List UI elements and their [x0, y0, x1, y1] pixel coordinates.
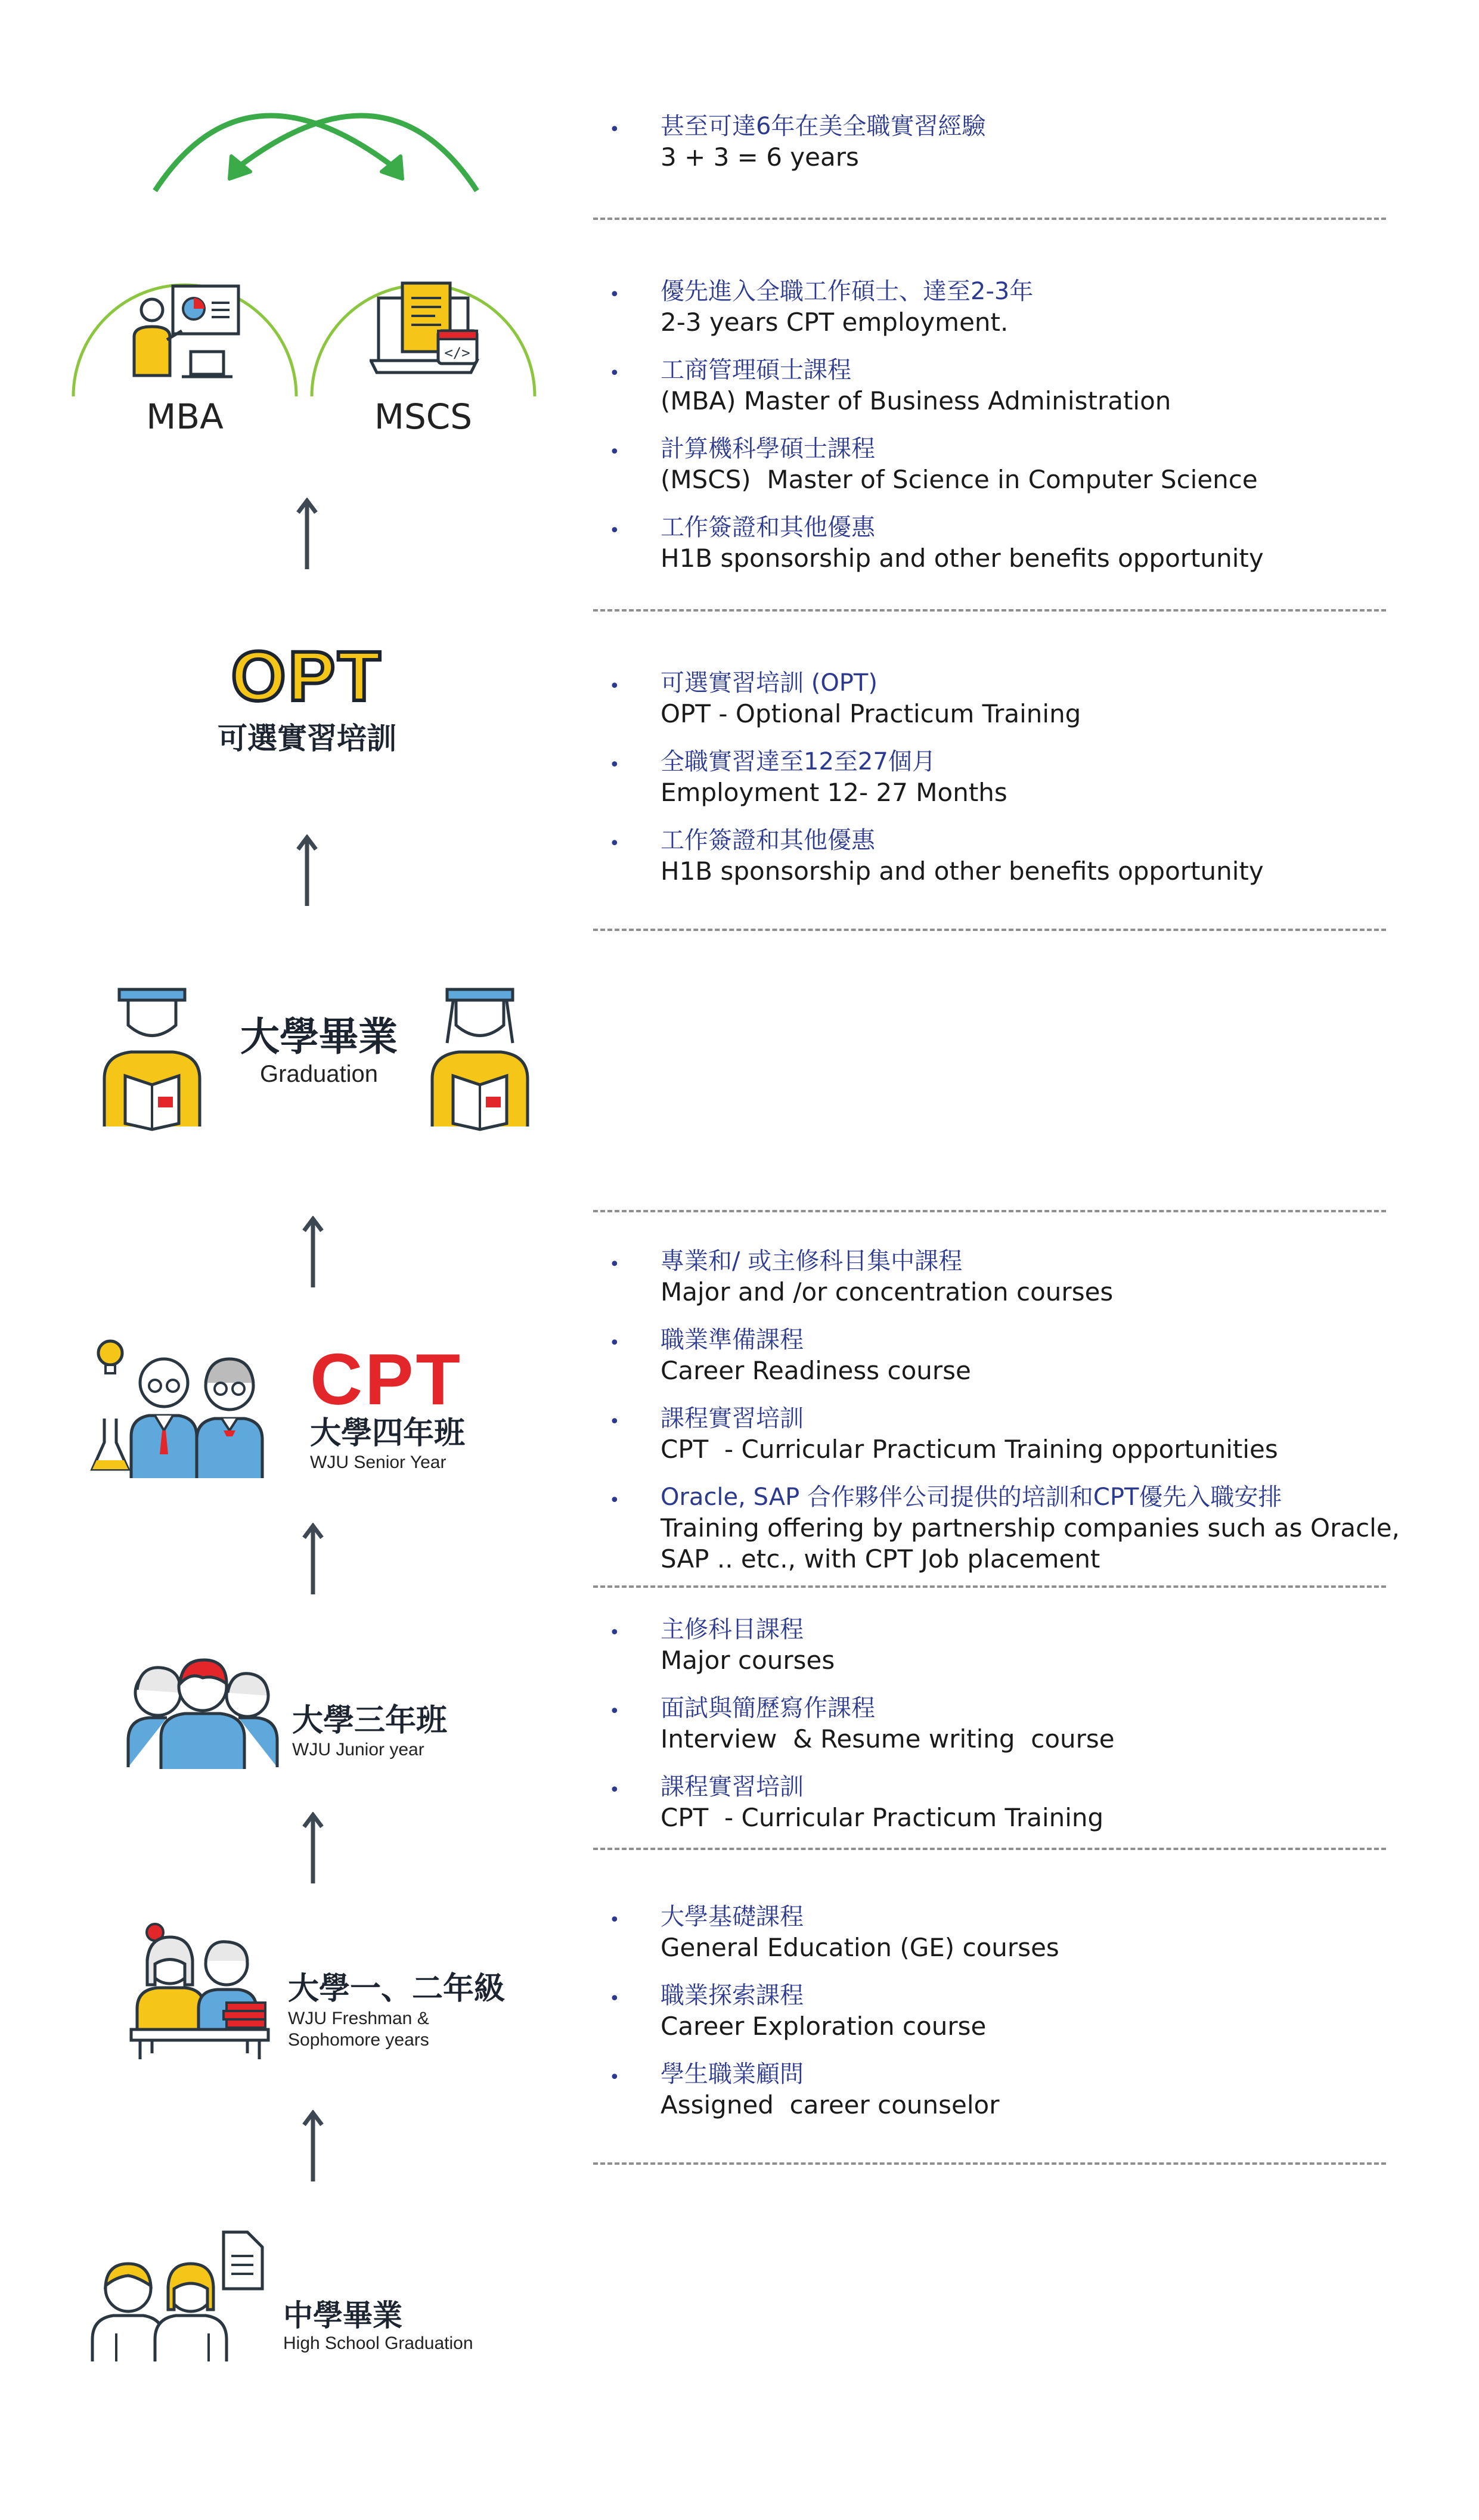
item-zh: 面試與簡歷寫作課程 [661, 1695, 875, 1722]
opt-title: OPT [231, 637, 383, 716]
item-zh: 可選實習培訓 (OPT) [661, 669, 878, 697]
list-item [596, 1614, 1431, 1676]
bullet-icon: • [609, 284, 620, 305]
list-item [596, 1901, 1431, 1963]
freshman-zh-label: 大學一、二年級 [288, 1971, 506, 2007]
item-en: H1B sponsorship and other benefits opportunity [661, 856, 1264, 886]
highschool-zh-label: 中學畢業 [283, 2298, 402, 2333]
item-en: Career Readiness course [661, 1356, 971, 1385]
item-en: Assigned career counselor [661, 2090, 1000, 2119]
item-zh: 全職實習達至12至27個月 [661, 748, 936, 775]
bullet-icon: • [609, 520, 620, 541]
opt-subtitle: 可選實習培訓 [218, 721, 396, 756]
freshman-en-label-line1: WJU Freshman & [288, 2009, 429, 2028]
item-zh: 計算機科學碩士課程 [661, 435, 875, 463]
graduates-document-icon [89, 2229, 268, 2363]
bullet-icon: • [609, 1780, 620, 1801]
list-item [596, 746, 1431, 808]
item-zh: 優先進入全職工作碩士、達至2-3年 [661, 278, 1034, 305]
bullet-icon: • [609, 363, 620, 384]
opt-stage [179, 637, 435, 758]
highschool-stage [89, 2229, 507, 2366]
graduate-student-icon [101, 977, 203, 1132]
freshman-en-label-line2: Sophomore years [288, 2030, 429, 2050]
bullet-icon: • [609, 2067, 620, 2088]
section-masters [596, 276, 1431, 591]
item-zh: 專業和/ 或主修科目集中課程 [661, 1247, 963, 1275]
up-arrow-icon [301, 1216, 325, 1290]
senior-en-label: WJU Senior Year [310, 1453, 447, 1472]
divider [593, 1210, 1386, 1212]
section-freshman [596, 1901, 1431, 2137]
item-en: Major courses [661, 1646, 835, 1675]
section-opt [596, 668, 1431, 904]
item-en: CPT - Curricular Practicum Training [661, 1803, 1104, 1832]
laptop-code-icon [370, 280, 483, 384]
junior-zh-label: 大學三年班 [292, 1703, 448, 1739]
divider [593, 929, 1386, 931]
list-item [596, 668, 1431, 730]
item-zh: 大學基礎課程 [661, 1903, 804, 1931]
item-en: (MBA) Master of Business Administration [661, 386, 1171, 415]
divider [593, 609, 1386, 612]
list-item [596, 433, 1431, 495]
list-item [596, 111, 1431, 173]
up-arrow-icon [301, 1523, 325, 1597]
highschool-en-label: High School Graduation [283, 2333, 473, 2353]
section-senior [596, 1246, 1431, 1591]
up-arrow-icon [301, 2110, 325, 2184]
bullet-icon: • [609, 119, 620, 140]
item-en: Employment 12- 27 Months [661, 778, 1007, 807]
list-item [596, 1980, 1431, 2042]
divider [593, 218, 1386, 220]
scientists-icon [89, 1335, 286, 1478]
list-item [596, 2059, 1431, 2121]
up-arrow-icon [295, 498, 319, 572]
up-arrow-icon [295, 834, 319, 909]
students-desk-icon [128, 1919, 271, 2062]
mba-stage [69, 238, 301, 453]
bullet-icon: • [609, 1910, 620, 1931]
svg-text:</>: </> [444, 345, 470, 361]
bullet-icon: • [609, 1411, 620, 1432]
item-zh: 工商管理碩士課程 [661, 356, 851, 384]
freshman-stage [128, 1919, 534, 2062]
list-item [596, 276, 1431, 338]
item-en: (MSCS) Master of Science in Computer Science [661, 465, 1258, 494]
graduation-stage [101, 977, 531, 1132]
item-zh: 甚至可達6年在美全職實習經驗 [661, 113, 986, 140]
graduation-title: 大學畢業 [240, 1014, 398, 1060]
item-en: Training offering by partnership companies such as Oracle, SAP .. etc., with CPT Job placement [661, 1513, 1400, 1574]
bullet-icon: • [609, 755, 620, 775]
item-en: Major and /or concentration courses [661, 1277, 1114, 1306]
bullet-icon: • [609, 833, 620, 854]
bullet-icon: • [609, 1490, 620, 1511]
item-en: Interview & Resume writing course [661, 1724, 1115, 1754]
item-en: OPT - Optional Practicum Training [661, 699, 1081, 728]
item-en: H1B sponsorship and other benefits opportunity [661, 544, 1264, 573]
mscs-stage [307, 238, 539, 453]
list-item [596, 512, 1431, 574]
item-zh: 課程實習培訓 [661, 1773, 804, 1801]
cpt-title: CPT [310, 1339, 463, 1420]
bullet-icon: • [609, 1988, 620, 2009]
bullet-icon: • [609, 1254, 620, 1275]
senior-stage [89, 1335, 495, 1478]
presentation-icon [125, 280, 244, 381]
item-zh: Oracle, SAP 合作夥伴公司提供的培訓和CPT優先入職安排 [661, 1484, 1282, 1511]
mba-label: MBA [146, 396, 224, 437]
item-zh: 主修科目課程 [661, 1616, 804, 1643]
junior-en-label: WJU Junior year [292, 1740, 424, 1759]
list-item [596, 1403, 1431, 1465]
bullet-icon: • [609, 1333, 620, 1354]
graduate-student-icon [429, 977, 531, 1132]
list-item [596, 1771, 1431, 1833]
item-en: 3 + 3 = 6 years [661, 142, 859, 172]
item-zh: 學生職業顧問 [661, 2060, 804, 2088]
divider [593, 1585, 1386, 1588]
bullet-icon: • [609, 442, 620, 463]
students-group-icon [125, 1651, 280, 1770]
item-en: 2-3 years CPT employment. [661, 308, 1009, 337]
list-item [596, 355, 1431, 417]
swap-arrows-icon [137, 89, 495, 203]
item-zh: 工作簽證和其他優惠 [661, 514, 875, 541]
bullet-icon: • [609, 676, 620, 697]
list-item [596, 1482, 1431, 1575]
bullet-icon: • [609, 1622, 620, 1643]
bullet-icon: • [609, 1701, 620, 1722]
divider [593, 2162, 1386, 2165]
section-top [596, 111, 1431, 190]
item-zh: 工作簽證和其他優惠 [661, 827, 875, 854]
mscs-label: MSCS [374, 396, 473, 437]
junior-stage [125, 1651, 483, 1770]
senior-zh-label: 大學四年班 [310, 1416, 466, 1451]
up-arrow-icon [301, 1812, 325, 1886]
list-item [596, 825, 1431, 887]
item-zh: 職業準備課程 [661, 1326, 804, 1354]
item-en: CPT - Curricular Practicum Training opportunities [661, 1435, 1278, 1464]
item-zh: 職業探索課程 [661, 1982, 804, 2009]
list-item [596, 1246, 1431, 1308]
list-item [596, 1693, 1431, 1755]
list-item [596, 1324, 1431, 1386]
graduation-subtitle: Graduation [260, 1061, 378, 1087]
divider [593, 1848, 1386, 1850]
item-en: General Education (GE) courses [661, 1933, 1059, 1962]
item-en: Career Exploration course [661, 2012, 987, 2041]
item-zh: 課程實習培訓 [661, 1405, 804, 1432]
section-junior [596, 1614, 1431, 1850]
